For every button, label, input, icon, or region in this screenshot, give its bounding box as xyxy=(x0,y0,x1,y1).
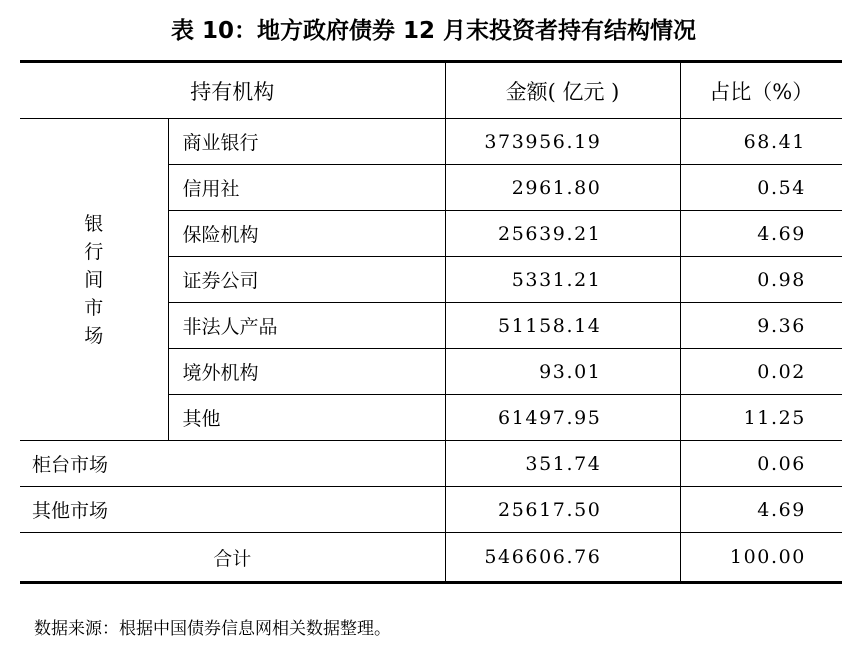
institution-cell: 保险机构 xyxy=(168,211,445,257)
amount-cell: 61497.95 xyxy=(445,395,680,441)
table-row xyxy=(20,441,842,487)
amount-cell: 351.74 xyxy=(445,441,680,487)
institution-cell: 证券公司 xyxy=(168,257,445,303)
amount-cell: 2961.80 xyxy=(445,165,680,211)
interbank-market-label xyxy=(20,119,168,441)
header-institution: 持有机构 xyxy=(20,62,445,119)
amount-cell: 25617.50 xyxy=(445,487,680,533)
header-ratio: 占比（%） xyxy=(680,62,842,119)
amount-cell: 25639.21 xyxy=(445,211,680,257)
ratio-cell: 0.54 xyxy=(680,165,842,211)
institution-cell: 非法人产品 xyxy=(168,303,445,349)
institution-cell: 信用社 xyxy=(168,165,445,211)
amount-cell: 373956.19 xyxy=(445,119,680,165)
institution-cell: 境外机构 xyxy=(168,349,445,395)
header-amount: 金额( 亿元 ) xyxy=(445,62,680,119)
amount-cell: 5331.21 xyxy=(445,257,680,303)
header-row xyxy=(20,62,842,119)
table-row xyxy=(20,487,842,533)
ratio-cell: 0.02 xyxy=(680,349,842,395)
ratio-cell: 0.98 xyxy=(680,257,842,303)
institution-cell: 其他 xyxy=(168,395,445,441)
total-row xyxy=(20,533,842,583)
holder-structure-table xyxy=(20,60,842,584)
ratio-cell: 0.06 xyxy=(680,441,842,487)
amount-cell: 93.01 xyxy=(445,349,680,395)
total-ratio: 100.00 xyxy=(680,533,842,583)
ratio-cell: 4.69 xyxy=(680,487,842,533)
institution-cell: 商业银行 xyxy=(168,119,445,165)
total-label: 合计 xyxy=(20,533,445,583)
ratio-cell: 11.25 xyxy=(680,395,842,441)
amount-cell: 51158.14 xyxy=(445,303,680,349)
market-cell: 柜台市场 xyxy=(20,441,445,487)
ratio-cell: 9.36 xyxy=(680,303,842,349)
table-row xyxy=(20,119,842,165)
ratio-cell: 4.69 xyxy=(680,211,842,257)
market-cell: 其他市场 xyxy=(20,487,445,533)
table-title: 表 10：地方政府债券 12 月末投资者持有结构情况 xyxy=(170,18,697,44)
data-source-note: 数据来源：根据中国债券信息网相关数据整理。 xyxy=(34,619,391,639)
vertical-label-text: 银行间市场 xyxy=(84,212,104,347)
ratio-cell: 68.41 xyxy=(680,119,842,165)
total-amount: 546606.76 xyxy=(445,533,680,583)
